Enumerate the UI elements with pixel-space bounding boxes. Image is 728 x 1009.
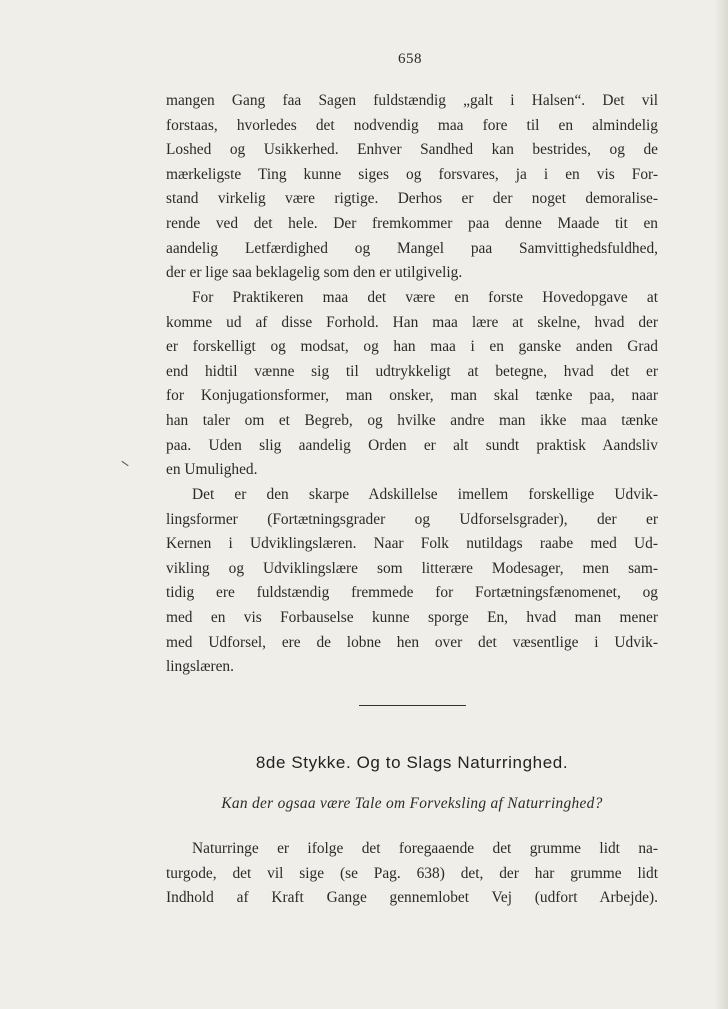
text-line: aandelig Letfærdighed og Mangel paa Samvittighedsfuldhed, <box>166 239 658 257</box>
text-line: Det er den skarpe Adskillelse imellem forskellige Udvik- <box>192 486 658 503</box>
page-edge-shadow <box>714 0 728 1009</box>
text-line: lingslæren. <box>166 658 234 676</box>
text-line: paa. Uden slig aandelig Orden er alt sundt praktisk Aandsliv <box>166 436 658 454</box>
text-line: med Udforsel, ere de lobne hen over det væsentlige i Udvik- <box>166 633 658 651</box>
section-divider <box>359 705 466 706</box>
text-line: komme ud af disse Forhold. Han maa lære at skelne, hvad der <box>166 313 658 331</box>
text-line: mærkeligste Ting kunne siges og forsvares, ja i en vis For- <box>166 165 658 183</box>
paragraph-1 <box>166 89 658 286</box>
text-line: mangen Gang faa Sagen fuldstændig „galt i Halsen“. Det vil <box>166 92 658 109</box>
text-line: end hidtil vænne sig til udtrykkeligt at betegne, hvad det er <box>166 362 658 380</box>
text-line: Indhold af Kraft Gange gennemlobet Vej (udfort Arbejde). <box>166 889 658 907</box>
text-line: er forskelligt og modsat, og han maa i en ganske anden Grad <box>166 338 658 356</box>
text-line: Loshed og Usikkerhed. Enhver Sandhed kan bestrides, og de <box>166 141 658 159</box>
text-line: en Umulighed. <box>166 461 258 479</box>
text-line: lingsformer (Fortætningsgrader og Udforselsgrader), der er <box>166 510 658 528</box>
text-line: Naturringe er ifolge det foregaaende det grumme lidt na- <box>192 840 658 857</box>
text-line: stand virkelig være rigtige. Derhos er der noget demoralise- <box>166 190 658 208</box>
section-subtitle: Kan der ogsaa være Tale om Forveksling af Naturringhed? <box>221 795 603 812</box>
text-line: turgode, det vil sige (se Pag. 638) det, der har grumme lidt <box>166 864 658 882</box>
text-line: For Praktikeren maa det være en forste Hovedopgave at <box>192 289 658 306</box>
text-line: der er lige saa beklagelig som den er utilgivelig. <box>166 264 463 282</box>
paragraph-4 <box>166 837 658 911</box>
text-line: Kernen i Udviklingslæren. Naar Folk nutildags raabe med Ud- <box>166 535 658 553</box>
paragraph-2 <box>166 286 658 483</box>
text-line: forstaas, hvorledes det nodvendig maa fore til en almindelig <box>166 116 658 134</box>
text-line: vikling og Udviklingslære som litterære Modesager, men sam- <box>166 559 658 577</box>
text-line: rende ved det hele. Der fremkommer paa denne Maade tit en <box>166 214 658 232</box>
text-line: han taler om et Begreb, og hvilke andre man ikke maa tænke <box>166 411 658 429</box>
text-line: tidig ere fuldstændig fremmede for Fortætningsfænomenet, og <box>166 584 658 602</box>
margin-pencil-mark <box>121 461 128 466</box>
page-number: 658 <box>398 51 422 67</box>
paragraph-3 <box>166 483 658 680</box>
section-heading: 8de Stykke. Og to Slags Naturringhed. <box>255 753 569 772</box>
text-line: med en vis Forbauselse kunne sporge En, hvad man mener <box>166 608 658 626</box>
text-line: for Konjugationsformer, man onsker, man skal tænke paa, naar <box>166 387 658 405</box>
